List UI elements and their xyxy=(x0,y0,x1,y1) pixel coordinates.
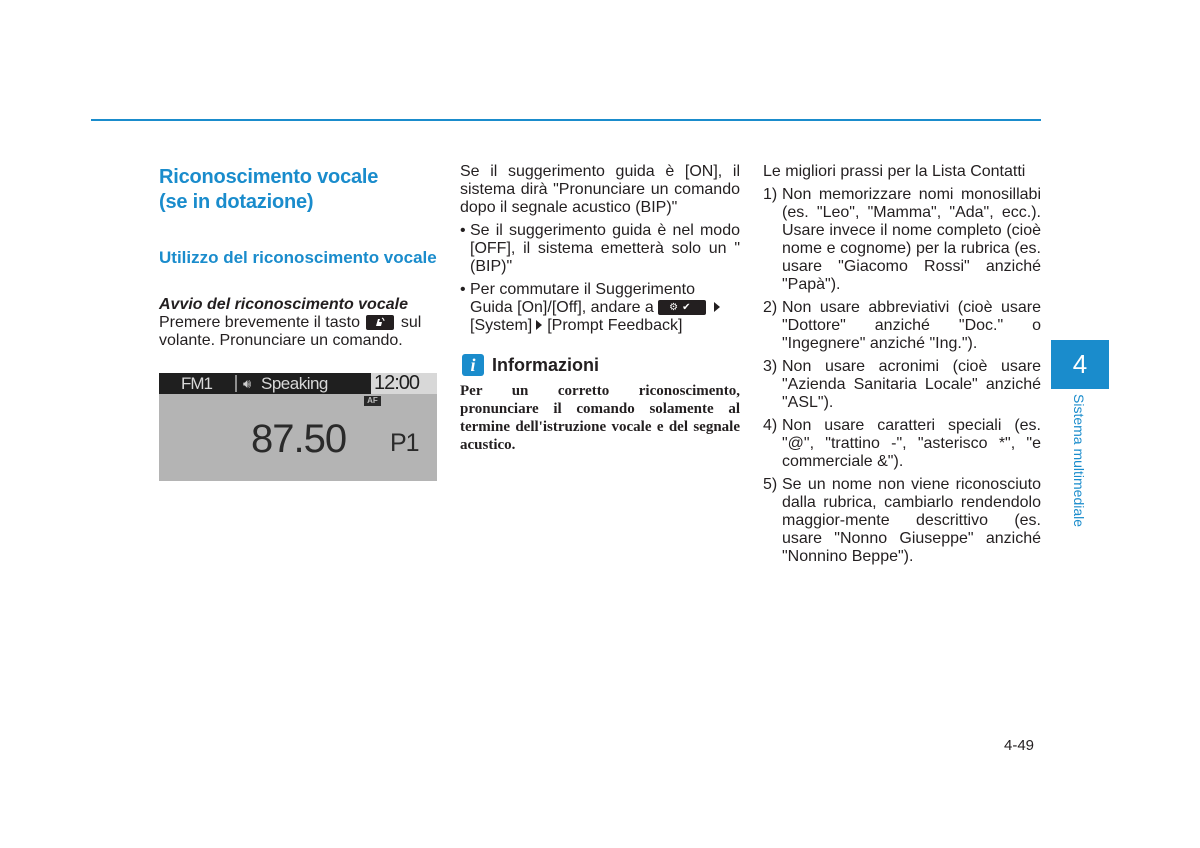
guide-prompt-paragraph: Se il suggerimento guida è [ON], il sistema dirà "Pronunciare un comando dopo il segnale acustico (BIP)" xyxy=(460,163,740,216)
intro-text-before: Premere brevemente il tasto xyxy=(159,314,360,331)
list-item xyxy=(460,281,740,335)
column-2 xyxy=(460,163,740,454)
setup-button-icon: ⚙✔ xyxy=(658,300,706,315)
list-item xyxy=(763,417,1041,471)
intro-text-after: sul volante. Pronunciare un comando. xyxy=(159,314,422,349)
item-number: 4) xyxy=(763,417,778,434)
info-text: Per un corretto riconoscimento, pronunciare il comando solamente al termine dell'istruzione vocale e del segnale acustico. xyxy=(460,383,740,453)
chapter-tab: 4 xyxy=(1051,340,1109,389)
chapter-label: Sistema multimediale xyxy=(1071,394,1087,528)
display-clock: 12:00 xyxy=(374,373,420,394)
display-frequency: 87.50 xyxy=(251,417,347,461)
system-menu-label: [System] xyxy=(470,317,533,334)
sub-subtitle: Avvio del riconoscimento vocale xyxy=(159,296,408,313)
arrow-right-icon xyxy=(714,302,720,312)
section-title xyxy=(159,165,439,215)
item-text: Non usare acronimi (cioè usare "Azienda Sanitaria Locale" anziché "ASL"). xyxy=(782,358,1041,411)
item-number: 3) xyxy=(763,358,778,375)
display-preset: P1 xyxy=(390,429,419,457)
list-item: • Se il suggerimento guida è nel modo [OFF], il sistema emetterà solo un "(BIP)" xyxy=(460,222,740,276)
column-3 xyxy=(763,163,1041,566)
header-rule xyxy=(91,119,1041,121)
voice-button-icon xyxy=(366,315,394,330)
af-badge: AF xyxy=(364,396,381,406)
item-text: Se un nome non viene riconosciuto dalla rubrica, cambiarlo rendendolo maggior-mente descrittivo (es. usare "Nonno Giuseppe" anziché "Nonnino Beppe"). xyxy=(782,476,1041,565)
item-number: 1) xyxy=(763,186,778,203)
intro-paragraph xyxy=(159,314,439,350)
item-text: Non memorizzare nomi monosillabi (es. "Leo", "Mamma", "Ada", ecc.). Usare invece il nome completo (cioè nome e cognome) per la rubrica (es. usare "Giacomo Rossi" anziché "Papà"). xyxy=(782,186,1041,293)
item-text: Non usare caratteri speciali (es. "@", "trattino -", "asterisco *", "e commerciale &"). xyxy=(782,417,1041,470)
display-separator xyxy=(235,375,237,392)
bullet2-text: Per commutare il Suggerimento Guida [On]/[Off], andare a xyxy=(470,281,695,316)
page-number: 4-49 xyxy=(1004,737,1035,754)
info-icon: i xyxy=(462,354,484,376)
item-text: Non usare abbreviativi (cioè usare "Dottore" anziché "Doc." o "Ingegnere" anziché "Ing."). xyxy=(782,299,1041,352)
display-band: FM1 xyxy=(181,374,212,393)
list-item xyxy=(763,476,1041,566)
list-item xyxy=(763,186,1041,294)
numbered-list xyxy=(763,186,1041,566)
speaker-icon: 🔊︎ xyxy=(243,376,252,391)
radio-display-image xyxy=(159,373,437,481)
column-1 xyxy=(159,163,439,481)
item-number: 5) xyxy=(763,476,778,493)
info-title: Informazioni xyxy=(492,355,599,375)
list-item xyxy=(763,299,1041,353)
info-header xyxy=(460,353,740,377)
section-title-line1: Riconoscimento vocale xyxy=(159,166,379,188)
list-item xyxy=(763,358,1041,412)
display-status: Speaking xyxy=(261,374,328,393)
subtitle: Utilizzo del riconoscimento vocale xyxy=(159,248,437,267)
contacts-intro: Le migliori prassi per la Lista Contatti xyxy=(763,163,1026,180)
bullet-list xyxy=(460,222,740,335)
section-title-line2: (se in dotazione) xyxy=(159,191,314,213)
arrow-right-icon xyxy=(536,320,542,330)
prompt-feedback-label: [Prompt Feedback] xyxy=(547,317,683,334)
item-number: 2) xyxy=(763,299,778,316)
